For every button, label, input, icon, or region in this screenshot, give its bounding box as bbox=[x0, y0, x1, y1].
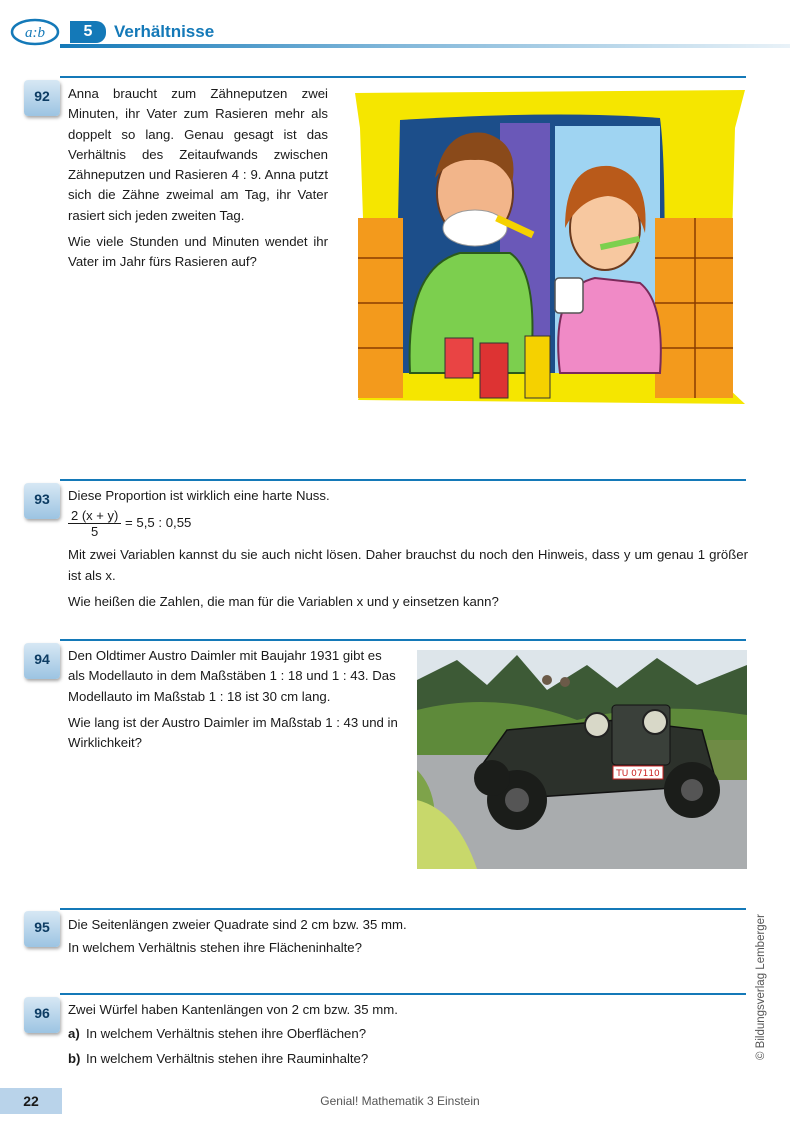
ab-logo bbox=[10, 17, 60, 47]
task-question: Wie heißen die Zahlen, die man für die Variablen x und y einsetzen kann? bbox=[68, 593, 499, 609]
subtask-label: a) bbox=[68, 1026, 80, 1042]
chapter-title: Verhältnisse bbox=[114, 22, 215, 41]
task-divider bbox=[60, 639, 746, 641]
task-92-text bbox=[68, 84, 328, 279]
task-93-text bbox=[68, 486, 748, 618]
task-number-badge bbox=[24, 80, 60, 116]
fraction bbox=[68, 508, 121, 539]
copyright-notice: © Bildungsverlag Lemberger bbox=[755, 914, 767, 1060]
subtask-label: b) bbox=[68, 1050, 81, 1066]
task-divider bbox=[60, 908, 746, 910]
task-number-badge bbox=[24, 997, 60, 1033]
subtask-text: In welchem Verhältnis stehen ihre Rauminhalte? bbox=[86, 1050, 369, 1066]
task-divider bbox=[60, 479, 746, 481]
task-divider bbox=[60, 76, 746, 78]
task-intro: Zwei Würfel haben Kantenlängen von 2 cm bzw. 35 mm. bbox=[68, 1002, 398, 1017]
page-number: 22 bbox=[0, 1088, 62, 1114]
header-divider bbox=[60, 44, 790, 48]
task-paragraph: Mit zwei Variablen kannst du sie auch nicht lösen. Daher brauchst du noch den Hinweis, dass y um genau 1 größer ist als x. bbox=[68, 547, 748, 583]
task-number-badge bbox=[24, 911, 60, 947]
task-96-text bbox=[68, 1000, 748, 1075]
bathroom-illustration bbox=[350, 88, 750, 406]
subtask-b bbox=[68, 1049, 748, 1069]
task-question: In welchem Verhältnis stehen ihre Flächeninhalte? bbox=[68, 940, 362, 956]
task-divider bbox=[60, 993, 746, 995]
fraction-numerator: 2 (x + y) bbox=[68, 508, 121, 524]
task-number: 96 bbox=[34, 1005, 50, 1021]
task-94-text bbox=[68, 646, 400, 759]
task-question: Wie viele Stunden und Minuten wendet ihr Vater im Jahr fürs Rasieren auf? bbox=[68, 234, 328, 270]
subtask-text: In welchem Verhältnis stehen ihre Oberflächen? bbox=[86, 1026, 367, 1042]
license-plate: TU 07110 bbox=[616, 769, 660, 779]
equation-rest: = 5,5 : 0,55 bbox=[125, 515, 192, 531]
fraction-denominator: 5 bbox=[91, 524, 99, 540]
svg-text:a:b: a:b bbox=[25, 25, 45, 41]
task-number-badge bbox=[24, 643, 60, 679]
task-number: 93 bbox=[34, 491, 50, 507]
task-number: 95 bbox=[34, 919, 50, 935]
proportion-equation bbox=[68, 508, 748, 539]
task-paragraph: Anna braucht zum Zähneputzen zwei Minuten, ihr Vater zum Rasieren mehr als doppelt so lang. Genau gesagt ist das Verhältnis des Zeitaufwands zwischen Zähneputzen und Rasieren 4 : 9. Anna putzt sich die Zähne zweimal am Tag, ihr Vater rasiert sich jeden zweiten Tag. bbox=[68, 86, 328, 223]
book-title: Genial! Mathematik 3 Einstein bbox=[320, 1094, 480, 1108]
task-95-text bbox=[68, 915, 748, 965]
task-number: 94 bbox=[34, 651, 50, 667]
chapter-number: 5 bbox=[70, 21, 106, 43]
task-intro: Diese Proportion ist wirklich eine harte Nuss. bbox=[68, 488, 330, 503]
task-number: 92 bbox=[34, 88, 50, 104]
task-number-badge bbox=[24, 483, 60, 519]
task-paragraph: Die Seitenlängen zweier Quadrate sind 2 cm bzw. 35 mm. bbox=[68, 917, 407, 932]
subtask-a bbox=[68, 1024, 748, 1044]
task-paragraph: Den Oldtimer Austro Daimler mit Baujahr 1931 gibt es als Modellauto in dem Maßstäben 1 : 18 und 1 : 43. Das Modellauto im Maßstab 1 : 18 ist 30 cm lang. bbox=[68, 648, 396, 704]
task-question: Wie lang ist der Austro Daimler im Maßstab 1 : 43 und in Wirklichkeit? bbox=[68, 714, 398, 751]
oldtimer-car-photo bbox=[417, 650, 747, 869]
